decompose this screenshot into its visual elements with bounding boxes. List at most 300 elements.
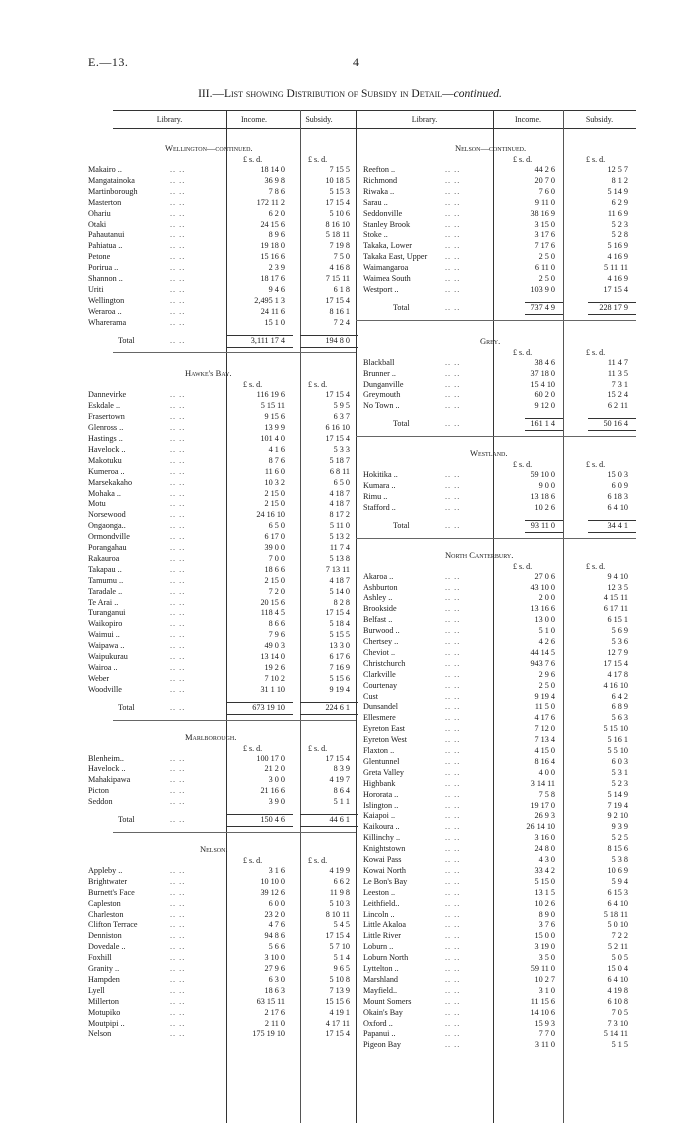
income-value: 3 14 11 — [530, 778, 555, 788]
table-row — [363, 209, 632, 220]
income-value: 3 1 6 — [268, 865, 285, 875]
leader-dots: .. .. — [445, 800, 461, 810]
library-name: Foxhill — [88, 953, 112, 963]
income-value: 5 15 0 — [534, 876, 555, 886]
library-name: Okain's Bay — [363, 1007, 403, 1017]
library-name: Havelock .. — [88, 444, 126, 454]
income-value: 49 0 3 — [264, 641, 285, 651]
library-name: Leeston .. — [363, 887, 396, 897]
leader-dots: .. .. — [170, 543, 186, 552]
leader-dots: .. .. — [445, 898, 461, 908]
leader-dots: .. .. — [170, 317, 186, 327]
subsidy-value: 5 5 10 — [607, 746, 628, 755]
subsidy-value: 4 18 7 — [329, 499, 350, 509]
income-value: 4 17 6 — [534, 713, 555, 723]
table-row — [363, 637, 632, 648]
subsidy-value: 6 16 10 — [325, 423, 350, 433]
table-row — [88, 1008, 354, 1019]
report-reference: E.—13. — [88, 55, 129, 69]
subsidy-value: 6 8 11 — [329, 466, 350, 476]
income-value: 11 6 0 — [264, 466, 285, 476]
library-name: Hokitika .. — [363, 470, 398, 480]
library-name: Takaka East, Upper — [363, 252, 428, 262]
income-value: 101 4 0 — [260, 434, 285, 443]
table-row — [88, 587, 354, 598]
income-value: 24 16 10 — [256, 510, 285, 520]
leader-dots: .. .. — [445, 604, 461, 614]
subsidy-value: 6 2 11 — [607, 401, 628, 411]
table-row — [88, 307, 354, 318]
leader-dots: .. .. — [170, 815, 186, 824]
leader-dots: .. .. — [445, 368, 461, 378]
leader-dots: .. .. — [170, 909, 186, 919]
subsidy-value: 5 4 5 — [333, 920, 350, 930]
income-value: 7 12 0 — [534, 724, 555, 734]
table-row — [363, 241, 632, 252]
leader-dots: .. .. — [445, 379, 461, 389]
table-row — [363, 220, 632, 231]
leader-dots: .. .. — [445, 637, 461, 646]
leader-dots: .. .. — [445, 964, 461, 973]
library-name: Capleston — [88, 898, 121, 908]
table-row — [88, 176, 354, 187]
total-income: 150 4 6 — [260, 815, 285, 824]
library-name: Riwaka .. — [363, 186, 395, 196]
subsidy-value: 5 9 5 — [333, 401, 350, 411]
table-row — [363, 964, 632, 975]
income-value: 9 4 6 — [268, 284, 285, 294]
col-header-library-right: Library. — [411, 115, 438, 124]
table-row — [88, 619, 354, 630]
subsidy-value: 13 3 0 — [329, 641, 350, 651]
total-row — [88, 336, 354, 347]
leader-dots: .. .. — [170, 673, 186, 683]
library-name: Mangatainoka — [88, 175, 135, 185]
subsidy-value: 15 0 3 — [607, 470, 628, 480]
subsidy-value: 11 3 5 — [607, 368, 628, 378]
subsidy-units: £ s. d. — [308, 855, 328, 865]
leader-dots: .. .. — [170, 920, 186, 930]
table-row — [88, 608, 354, 619]
income-value: 31 1 10 — [260, 684, 285, 694]
table-row — [363, 1019, 632, 1030]
table-row — [88, 598, 354, 609]
income-value: 15 1 0 — [264, 317, 285, 327]
income-value: 4 7 6 — [268, 920, 285, 930]
table-row — [363, 583, 632, 594]
leader-dots: .. .. — [170, 197, 186, 207]
section-heading: Nelson. — [200, 843, 228, 854]
income-value: 10 2 6 — [534, 898, 555, 908]
leader-dots: .. .. — [170, 219, 186, 229]
income-value: 3 0 0 — [268, 775, 285, 785]
income-value: 59 10 0 — [530, 470, 555, 480]
income-value: 4 1 6 — [268, 444, 285, 454]
library-name: Glentunnel — [363, 756, 400, 766]
library-name: Porangahau — [88, 543, 127, 552]
income-value: 7 6 0 — [538, 186, 555, 196]
table-row — [88, 510, 354, 521]
library-name: Ohariu — [88, 208, 111, 218]
leader-dots: .. .. — [445, 175, 461, 185]
leader-dots: .. .. — [170, 390, 186, 400]
income-value: 7 9 6 — [268, 630, 285, 640]
leader-dots: .. .. — [170, 597, 186, 607]
table-row — [363, 503, 632, 514]
table-row — [88, 576, 354, 587]
income-value: 7 10 2 — [264, 673, 285, 683]
income-value: 7 17 6 — [534, 241, 555, 251]
table-row — [363, 855, 632, 866]
title-suffix: continued. — [453, 88, 502, 100]
leader-dots: .. .. — [170, 434, 186, 443]
leader-dots: .. .. — [445, 263, 461, 273]
table-row — [88, 877, 354, 888]
subsidy-value: 9 19 4 — [329, 684, 350, 694]
leader-dots: .. .. — [170, 564, 186, 574]
leader-dots: .. .. — [445, 481, 461, 490]
table-row — [363, 822, 632, 833]
library-name: Islington .. — [363, 800, 399, 810]
library-name: Waimangaroa — [363, 263, 409, 273]
col-header-subsidy-right: Subsidy. — [585, 115, 614, 124]
table-row — [363, 975, 632, 986]
table-row — [363, 942, 632, 953]
leader-dots: .. .. — [170, 953, 186, 963]
income-value: 26 14 10 — [526, 822, 555, 832]
subsidy-value: 10 18 5 — [325, 175, 350, 185]
income-value: 9 11 0 — [534, 197, 555, 207]
library-name: Rakauroa — [88, 553, 120, 563]
income-value: 3 11 0 — [534, 1040, 555, 1050]
col-header-income-right: Income. — [515, 115, 541, 124]
leader-dots: .. .. — [170, 608, 186, 618]
library-name: Takapau .. — [88, 564, 122, 574]
subsidy-value: 5 7 10 — [329, 942, 350, 952]
subsidy-value: 5 15 5 — [329, 630, 350, 640]
leader-dots: .. .. — [445, 401, 461, 411]
leader-dots: .. .. — [445, 658, 461, 668]
subsidy-value: 4 19 9 — [329, 865, 350, 875]
subsidy-value: 5 16 1 — [607, 735, 628, 745]
library-name: Rimu .. — [363, 491, 388, 501]
subsidy-value: 5 18 4 — [329, 619, 350, 629]
income-value: 2 9 6 — [538, 669, 555, 679]
library-name: Kaiapoi .. — [363, 811, 396, 821]
table-row — [88, 866, 354, 877]
subsidy-value: 5 14 9 — [607, 789, 628, 799]
subsidy-value: 17 15 4 — [325, 390, 350, 400]
library-name: Dunsandel — [363, 702, 399, 712]
subsidy-value: 6 1 8 — [333, 284, 350, 294]
income-value: 6 3 0 — [268, 974, 285, 984]
library-name: Mahakipawa — [88, 775, 131, 785]
library-name: Pahiatua .. — [88, 241, 123, 251]
income-units: £ s. d. — [243, 155, 263, 164]
table-row — [363, 492, 632, 503]
subsidy-value: 5 6 9 — [611, 626, 628, 636]
leader-dots: .. .. — [445, 582, 461, 592]
library-name: Waipawa .. — [88, 641, 125, 651]
income-value: 118 4 5 — [260, 608, 285, 618]
income-units: £ s. d. — [243, 743, 263, 753]
table-row — [88, 797, 354, 808]
leader-dots: .. .. — [445, 571, 461, 581]
library-name: Clarkville — [363, 669, 396, 679]
subsidy-value: 4 16 9 — [607, 274, 628, 283]
library-name: Mount Somers — [363, 996, 412, 1006]
leader-dots: .. .. — [445, 274, 461, 283]
subsidy-value: 8 16 10 — [325, 219, 350, 229]
income-value: 59 11 0 — [530, 964, 555, 973]
subsidy-value: 9 6 5 — [333, 964, 350, 973]
income-value: 19 2 6 — [264, 662, 285, 672]
subsidy-value: 8 16 1 — [329, 306, 350, 316]
income-value: 13 16 6 — [530, 604, 555, 614]
leader-dots: .. .. — [170, 702, 186, 712]
library-name: Granity .. — [88, 964, 120, 973]
total-subsidy: 34 4 1 — [607, 520, 628, 530]
col-divider-center — [356, 110, 357, 1123]
leader-dots: .. .. — [445, 284, 461, 294]
income-value: 3 15 0 — [534, 219, 555, 229]
library-name: Brightwater — [88, 876, 128, 886]
income-value: 2 5 0 — [538, 274, 555, 283]
leader-dots: .. .. — [445, 615, 461, 625]
library-name: Pigeon Bay — [363, 1040, 401, 1050]
subsidy-value: 5 2 3 — [611, 778, 628, 788]
library-name: Kowai North — [363, 865, 406, 875]
subsidy-value: 6 4 2 — [611, 691, 628, 701]
subsidy-value: 5 18 11 — [603, 909, 628, 919]
library-name: Ellesmere — [363, 713, 396, 723]
leader-dots: .. .. — [170, 865, 186, 875]
table-row — [363, 801, 632, 812]
library-name: Kaikoura .. — [363, 822, 400, 832]
table-row — [88, 478, 354, 489]
income-units: £ s. d. — [243, 380, 263, 390]
table-row — [363, 757, 632, 768]
library-name: Stanley Brook — [363, 219, 411, 229]
library-name: Little River — [363, 931, 401, 941]
library-name: Greymouth — [363, 390, 401, 400]
subsidy-value: 5 10 8 — [329, 974, 350, 984]
library-name: Stafford .. — [363, 502, 396, 512]
subsidy-value: 4 16 8 — [329, 263, 350, 273]
table-row — [363, 692, 632, 703]
total-row — [363, 303, 632, 314]
income-value: 15 4 10 — [530, 379, 555, 389]
leader-dots: .. .. — [445, 208, 461, 218]
table-row — [88, 641, 354, 652]
income-value: 18 14 0 — [260, 165, 285, 174]
leader-dots: .. .. — [445, 767, 461, 777]
income-value: 18 6 6 — [264, 564, 285, 574]
library-name: Otaki — [88, 219, 107, 229]
section-rule — [113, 352, 356, 353]
table-row — [363, 176, 632, 187]
leader-dots: .. .. — [170, 412, 186, 422]
income-value: 38 4 6 — [534, 357, 555, 367]
table-row — [363, 866, 632, 877]
library-name: Dannevirke — [88, 390, 127, 400]
table-row — [88, 401, 354, 412]
leader-dots: .. .. — [170, 753, 186, 763]
library-name: Denniston — [88, 931, 122, 941]
income-value: 6 11 0 — [534, 263, 555, 273]
income-value: 5 1 0 — [538, 626, 555, 636]
subsidy-value: 6 3 7 — [333, 412, 350, 422]
table-row — [363, 735, 632, 746]
library-name: Frasertown — [88, 412, 125, 422]
leader-dots: .. .. — [170, 974, 186, 984]
leader-dots: .. .. — [170, 532, 186, 542]
leader-dots: .. .. — [170, 444, 186, 454]
leader-dots: .. .. — [445, 855, 461, 864]
library-name: Weber — [88, 673, 110, 683]
library-name: Burwood .. — [363, 626, 400, 636]
subsidy-value: 8 10 11 — [325, 909, 350, 919]
leader-dots: .. .. — [170, 797, 186, 807]
income-value: 43 10 0 — [530, 582, 555, 592]
col-header-library-left: Library. — [156, 115, 183, 124]
table-row — [88, 986, 354, 997]
income-value: 24 8 0 — [534, 844, 555, 854]
total-label: Total — [118, 702, 135, 712]
table-row — [363, 274, 632, 285]
subsidy-value: 5 1 5 — [611, 1040, 628, 1050]
income-value: 24 11 6 — [260, 306, 285, 316]
library-name: Woodville — [88, 684, 122, 694]
leader-dots: .. .. — [170, 985, 186, 995]
income-value: 2 15 0 — [264, 575, 285, 585]
table-row — [363, 358, 632, 369]
table-row — [363, 811, 632, 822]
library-name: Wairoa .. — [88, 662, 118, 672]
leader-dots: .. .. — [445, 865, 461, 875]
library-name: Westport .. — [363, 284, 399, 294]
table-row — [363, 670, 632, 681]
table-row — [88, 412, 354, 423]
leader-dots: .. .. — [445, 680, 461, 690]
income-value: 18 17 6 — [260, 274, 285, 283]
income-units: £ s. d. — [513, 561, 533, 571]
table-row — [363, 572, 632, 583]
library-name: Killinchy .. — [363, 833, 401, 843]
table-row — [363, 187, 632, 198]
leader-dots: .. .. — [445, 1029, 461, 1039]
library-name: Makairo .. — [88, 165, 122, 174]
library-name: Takaka, Lower — [363, 241, 412, 251]
income-value: 27 0 6 — [534, 571, 555, 581]
leader-dots: .. .. — [170, 488, 186, 498]
table-row — [88, 220, 354, 231]
table-row — [363, 401, 632, 412]
income-value: 36 9 8 — [264, 175, 285, 185]
table-row — [88, 630, 354, 641]
leader-dots: .. .. — [170, 423, 186, 433]
income-value: 4 15 0 — [534, 746, 555, 755]
income-value: 2,495 1 3 — [254, 295, 285, 305]
table-row — [88, 997, 354, 1008]
table-row — [363, 713, 632, 724]
income-value: 4 0 0 — [538, 767, 555, 777]
library-name: Greta Valley — [363, 767, 404, 777]
table-row — [88, 953, 354, 964]
leader-dots: .. .. — [170, 1018, 186, 1028]
leader-dots: .. .. — [170, 996, 186, 1006]
table-row — [363, 888, 632, 899]
leader-dots: .. .. — [445, 833, 461, 843]
leader-dots: .. .. — [445, 942, 461, 952]
leader-dots: .. .. — [445, 669, 461, 679]
subsidy-value: 12 5 7 — [607, 165, 628, 174]
subsidy-value: 9 2 10 — [607, 811, 628, 821]
income-value: 9 12 0 — [534, 401, 555, 411]
library-name: Kumara .. — [363, 481, 396, 490]
table-row — [88, 685, 354, 696]
table-row — [363, 920, 632, 931]
table-row — [88, 165, 354, 176]
table-row — [363, 648, 632, 659]
subsidy-value: 5 2 8 — [611, 230, 628, 240]
income-value: 94 8 6 — [264, 931, 285, 941]
section-heading: Nelson—continued. — [455, 143, 527, 153]
income-value: 5 15 11 — [260, 401, 285, 411]
table-row — [363, 1029, 632, 1040]
table-row — [88, 775, 354, 786]
leader-dots: .. .. — [170, 175, 186, 185]
library-name: Ormondville — [88, 532, 130, 542]
library-name: Flaxton .. — [363, 746, 395, 755]
leader-dots: .. .. — [445, 778, 461, 788]
total-subsidy: 44 6 1 — [329, 815, 350, 824]
income-value: 4 3 0 — [538, 855, 555, 864]
library-name: Norsewood — [88, 510, 126, 520]
table-row — [88, 543, 354, 554]
table-row — [363, 626, 632, 637]
subsidy-value: 8 2 8 — [333, 597, 350, 607]
income-value: 172 11 2 — [256, 197, 285, 207]
subsidy-units: £ s. d. — [586, 460, 606, 470]
library-name: Courtenay — [363, 680, 398, 690]
library-name: Ashburton — [363, 582, 398, 592]
income-value: 39 0 0 — [264, 543, 285, 552]
subsidy-value: 17 15 4 — [603, 284, 628, 294]
income-value: 3 10 0 — [264, 953, 285, 963]
income-value: 20 15 6 — [260, 597, 285, 607]
subsidy-value: 8 6 4 — [333, 786, 350, 796]
subsidy-value: 7 19 4 — [607, 800, 628, 810]
table-row — [363, 844, 632, 855]
leader-dots: .. .. — [170, 274, 186, 283]
section-rule — [356, 436, 636, 437]
table-row — [88, 888, 354, 899]
section-heading: Wellington—continued. — [165, 143, 253, 153]
subsidy-value: 7 2 4 — [333, 317, 350, 327]
subsidy-value: 5 18 11 — [325, 230, 350, 240]
income-value: 3 1 0 — [538, 985, 555, 995]
subsidy-value: 6 18 3 — [607, 491, 628, 501]
total-income: 93 11 0 — [530, 520, 555, 530]
leader-dots: .. .. — [170, 230, 186, 240]
library-name: Weraroa .. — [88, 306, 122, 316]
total-label: Total — [393, 520, 410, 530]
library-name: Seddonville — [363, 208, 403, 218]
library-name: Mohaka .. — [88, 488, 121, 498]
subsidy-value: 5 9 4 — [611, 876, 628, 886]
income-value: 9 19 4 — [534, 691, 555, 701]
